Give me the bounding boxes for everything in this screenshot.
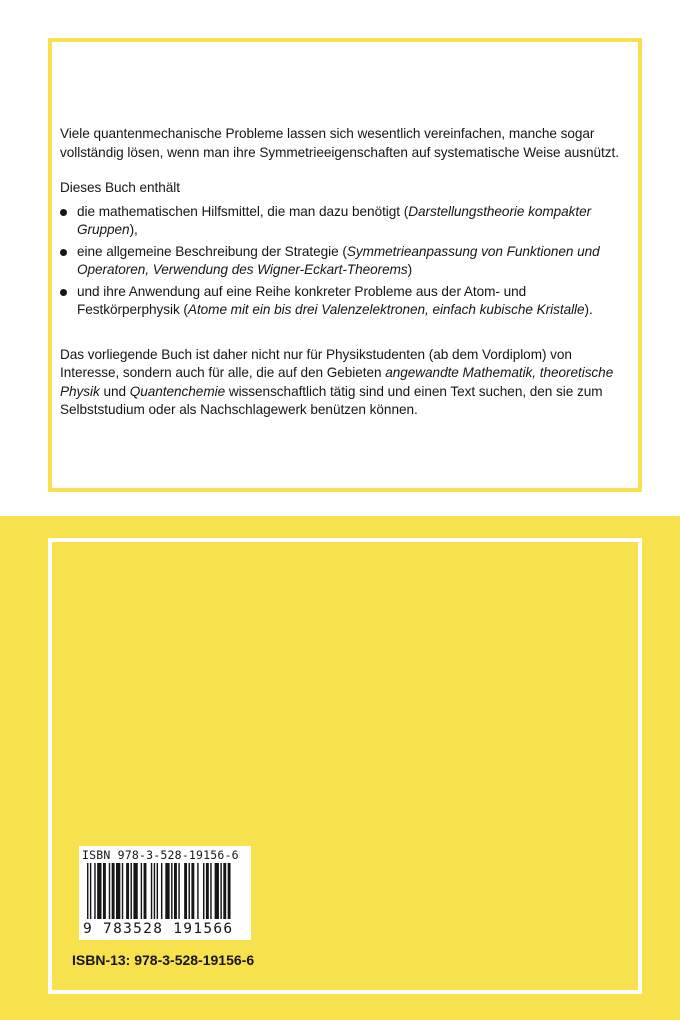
bullet-icon xyxy=(60,289,67,296)
barcode-bar xyxy=(215,863,219,919)
barcode-bar xyxy=(144,863,147,919)
bullet-icon xyxy=(60,209,67,216)
description-text xyxy=(60,125,628,420)
barcode-bar xyxy=(191,863,194,919)
barcode-bar xyxy=(174,863,177,919)
barcode-bar xyxy=(189,863,190,919)
barcode-bar xyxy=(157,863,158,919)
barcode-bar xyxy=(206,863,209,919)
closing-part2: wissenschaftlich tätig sind und einen Text suchen, den sie zum Selbststudium oder als Nachschlagewerk benützen können. xyxy=(60,383,603,417)
barcode-bar xyxy=(97,863,101,919)
ean-digits: 9 783528 191566 xyxy=(83,921,234,937)
list-item: die mathematischen Hilfsmittel, die man dazu benötigt (Darstellungstheorie kompakter Gruppen), xyxy=(60,203,628,240)
barcode-bar xyxy=(109,863,110,919)
barcode-bar xyxy=(94,863,95,919)
bullet-close: ), xyxy=(129,222,138,237)
bullet-italic: Atome mit ein bis drei Valenzelektronen, einfach kubische Kristalle xyxy=(187,302,585,317)
barcode-bar xyxy=(133,863,137,919)
bullet-italic: Darstellungstheorie kompakter Gruppen xyxy=(77,203,592,237)
barcode-bars xyxy=(83,863,247,921)
barcode-bar xyxy=(203,863,204,919)
isbn-label: ISBN 978-3-528-19156-6 xyxy=(82,848,239,862)
barcode-bar xyxy=(112,863,115,919)
barcode-bar xyxy=(171,863,172,919)
barcode-bar xyxy=(141,863,142,919)
closing-and: und xyxy=(103,383,127,399)
barcode-bar xyxy=(154,863,155,919)
closing-part1: Das vorliegende Buch ist daher nicht nur für Physikstudenten (ab dem Vordiplom) von Interesse, sondern auch für alle, die auf den Gebieten xyxy=(60,346,572,380)
bullet-icon xyxy=(60,249,67,256)
barcode-bar xyxy=(122,863,123,919)
barcode-bar xyxy=(103,863,106,919)
bullet-italic: Symmetrieanpassung von Funktionen und Operatoren, Verwendung des Wigner-Eckart-Theorems xyxy=(77,243,600,277)
bullet-text: und ihre Anwendung auf eine Reihe konkreter Probleme aus der Atom- und Festkörperphysik xyxy=(77,283,527,317)
closing-italic-chemistry: Quantenchemie xyxy=(129,383,226,399)
barcode-bar xyxy=(151,863,152,919)
barcode-bar xyxy=(178,863,179,919)
barcode-bar xyxy=(197,863,198,919)
barcode-bar xyxy=(223,863,226,919)
bullet-close: ). xyxy=(584,302,593,317)
barcode-bar xyxy=(126,863,129,919)
barcode-bar xyxy=(228,863,231,919)
closing-paragraph xyxy=(60,346,628,420)
isbn13-label: ISBN-13: 978-3-528-19156-6 xyxy=(72,952,255,968)
bullet-close: ) xyxy=(407,262,413,277)
list-item: eine allgemeine Beschreibung der Strategie (Symmetrieanpassung von Funktionen und Operatoren, Verwendung des Wigner-Eckart-Theorems) xyxy=(60,243,628,280)
intro-paragraph: Viele quantenmechanische Probleme lassen sich wesentlich vereinfachen, manche sogar vollständig lösen, wenn man ihre Symmetrieeigenschaften auf systematische Weise ausnützt. xyxy=(60,126,619,160)
barcode-bar xyxy=(90,863,91,919)
barcode-bar xyxy=(184,863,187,919)
barcode-bar xyxy=(116,863,120,919)
barcode-bar xyxy=(165,863,169,919)
barcode-bar xyxy=(210,863,211,919)
barcode-box xyxy=(79,846,251,940)
list-intro: Dieses Buch enthält xyxy=(60,180,180,195)
barcode-bar xyxy=(131,863,132,919)
bullet-text: die mathematischen Hilfsmittel, die man dazu benötigt xyxy=(77,203,401,219)
barcode-bar xyxy=(87,863,88,919)
contents-list xyxy=(60,203,628,320)
barcode-bar xyxy=(220,863,221,919)
list-item: und ihre Anwendung auf eine Reihe konkreter Probleme aus der Atom- und Festkörperphysik (Atome mit ein bis drei Valenzelektronen, einfach kubische Kristalle). xyxy=(60,283,628,320)
bullet-text: eine allgemeine Beschreibung der Strategie xyxy=(77,243,339,259)
closing-italic-fields: angewandte Mathematik, theoretische Physik xyxy=(60,365,614,399)
barcode-bar xyxy=(161,863,162,919)
